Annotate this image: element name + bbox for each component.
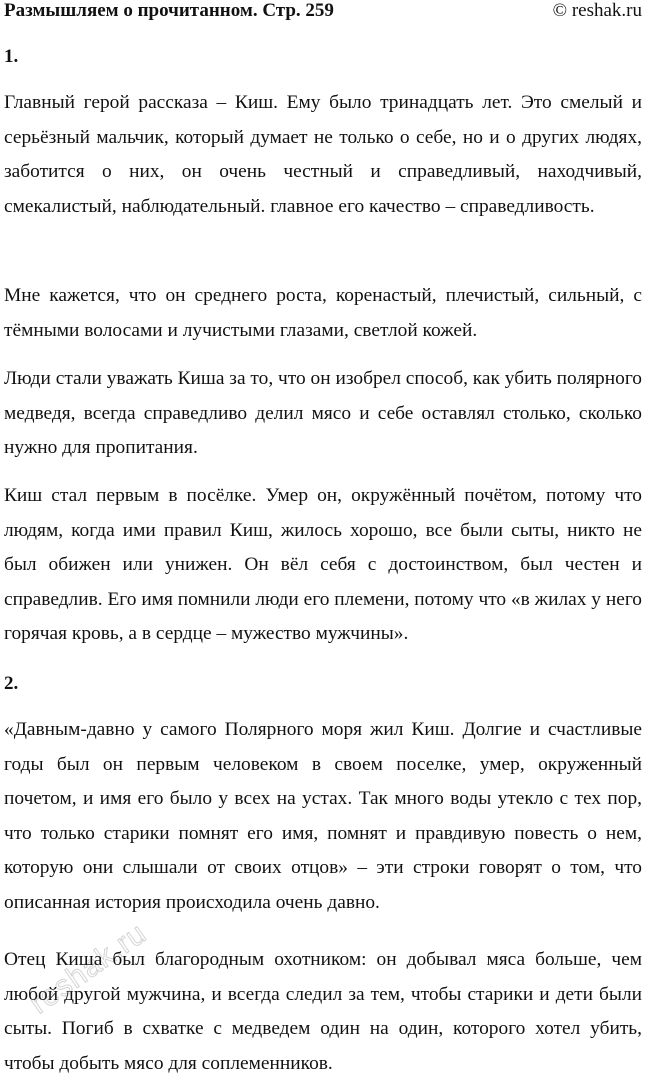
watermark-text: reshak.ru — [23, 916, 153, 1021]
site-credit: © reshak.ru — [552, 0, 642, 21]
paragraph: Мне кажется, что он среднего роста, коренастый, плечистый, сильный, с тёмными волосами и лучистыми глазами, светлой кожей. — [4, 285, 642, 341]
paragraph: «Давным-давно у самого Полярного моря жил Киш. Долгие и счастливые годы был он первым человеком в своем поселке, умер, окруженный почетом, и имя его было у всех на устах. Так много воды утекло с тех пор, что только старики помнят его имя, помнят и правдивую повесть о нем, которую они слышали от своих отцов» – эти строки говорят о том, что описанная история происходила очень давно. — [4, 719, 642, 913]
paragraph: Киш стал первым в посёлке. Умер он, окружённый почётом, потому что людям, когда ими правил Киш, жилось хорошо, все были сыты, никто не был обижен или унижен. Он вёл себя с достоинством, был честен и справедлив. Его имя помнили люди его племени, потому что «в жилах у него горячая кровь, а в сердце – мужество мужчины». — [4, 485, 642, 644]
page-title: Размышляем о прочитанном. Стр. 259 — [4, 0, 334, 21]
paragraph: Отец Киша был благородным охотником: он добывал мяса больше, чем любой другой мужчина, и всегда следил за тем, чтобы старики и дети были сыты. Погиб в схватке с медведем один на один, которого хотел убить, чтобы добыть мясо для соплеменников. — [4, 949, 642, 1074]
page-header — [4, 0, 642, 24]
section-number-2: 2. — [4, 673, 19, 694]
paragraph: Люди стали уважать Киша за то, что он изобрел способ, как убить полярного медведя, всегда справедливо делил мясо и себе оставлял столько, сколько нужно для пропитания. — [4, 368, 642, 458]
paragraph: Главный герой рассказа – Киш. Ему было тринадцать лет. Это смелый и серьёзный мальчик, который думает не только о себе, но и о других людях, заботится о них, он очень честный и справедливый, находчивый, смекалистый, наблюдательный. главное его качество – справедливость. — [4, 92, 642, 217]
section-number-1: 1. — [4, 46, 19, 67]
